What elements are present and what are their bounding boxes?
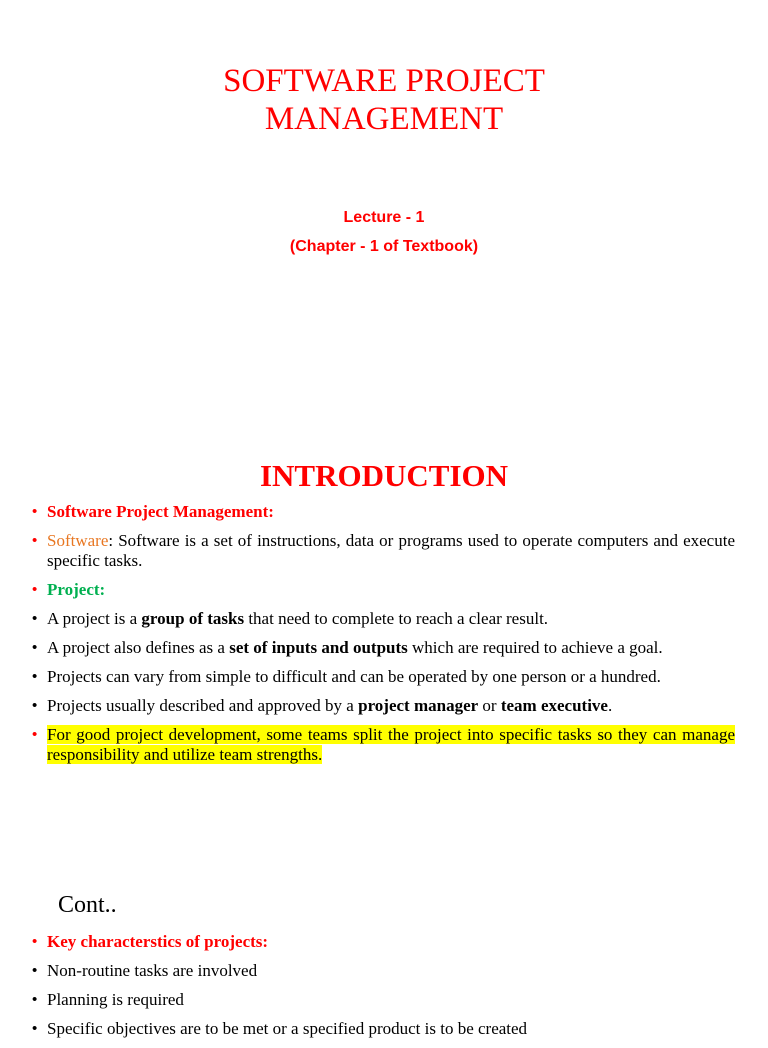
list-item <box>32 696 735 716</box>
emphasis: set of inputs and outputs <box>229 638 408 657</box>
emphasis: group of tasks <box>141 609 245 628</box>
heading-key-characteristics: Key characterstics of projects: <box>47 932 269 951</box>
bullet-icon: • <box>32 610 38 627</box>
text: that need to complete to reach a clear result. <box>244 609 549 628</box>
bullet-icon: • <box>32 503 38 520</box>
list-item <box>32 531 735 571</box>
list-item <box>32 580 735 600</box>
highlighted-text: For good project development, some teams split the project into specific tasks so they can manage responsibility and utilize team strengths. <box>47 725 735 764</box>
list-item <box>32 667 735 687</box>
bullet-icon: • <box>32 697 38 714</box>
bullet-icon: • <box>32 1020 38 1037</box>
list-item <box>32 932 735 952</box>
bullet-icon: • <box>32 726 38 743</box>
bullet-icon: • <box>32 581 38 598</box>
title-line-1: SOFTWARE PROJECT <box>223 63 545 99</box>
title-line-2: MANAGEMENT <box>264 101 504 137</box>
bullet-icon: • <box>32 933 38 950</box>
cont-slide <box>0 860 768 1038</box>
text: A project also defines as a <box>47 638 230 657</box>
list-item <box>32 502 735 522</box>
list-item <box>32 638 735 658</box>
text: . <box>607 696 613 715</box>
bullet-list <box>32 502 735 774</box>
title-slide <box>0 0 768 420</box>
list-item <box>32 725 735 765</box>
chapter-label: (Chapter - 1 of Textbook) <box>289 238 479 255</box>
list-item <box>32 961 735 981</box>
term-software: Software <box>47 531 109 550</box>
introduction-slide <box>0 420 768 860</box>
presentation-title <box>0 62 768 138</box>
heading-software-project-management: Software Project Management: <box>47 502 274 521</box>
text: Non-routine tasks are involved <box>47 961 258 980</box>
list-item <box>32 990 735 1010</box>
emphasis: team executive <box>500 696 608 715</box>
text: or <box>478 696 501 715</box>
text: Projects usually described and approved by a <box>47 696 359 715</box>
heading-project: Project: <box>47 580 106 599</box>
bullet-list <box>32 932 735 1048</box>
bullet-icon: • <box>32 962 38 979</box>
definition-text: : Software is a set of instructions, data or programs used to operate computers and execute specific tasks. <box>47 531 735 570</box>
bullet-icon: • <box>32 639 38 656</box>
text: Planning is required <box>47 990 184 1009</box>
text: which are required to achieve a goal. <box>407 638 663 657</box>
list-item <box>32 1019 735 1039</box>
text: Projects can vary from simple to difficult and can be operated by one person or a hundred. <box>47 667 661 686</box>
list-item <box>32 609 735 629</box>
text: A project is a <box>47 609 142 628</box>
bullet-icon: • <box>32 991 38 1008</box>
bullet-icon: • <box>32 668 38 685</box>
bullet-icon: • <box>32 532 38 549</box>
lecture-label: Lecture - 1 <box>343 209 425 226</box>
text: Specific objectives are to be met or a specified product is to be created <box>47 1019 528 1038</box>
emphasis: project manager <box>358 696 479 715</box>
slide-title: INTRODUCTION <box>259 458 509 493</box>
slide-title: Cont.. <box>58 892 117 918</box>
